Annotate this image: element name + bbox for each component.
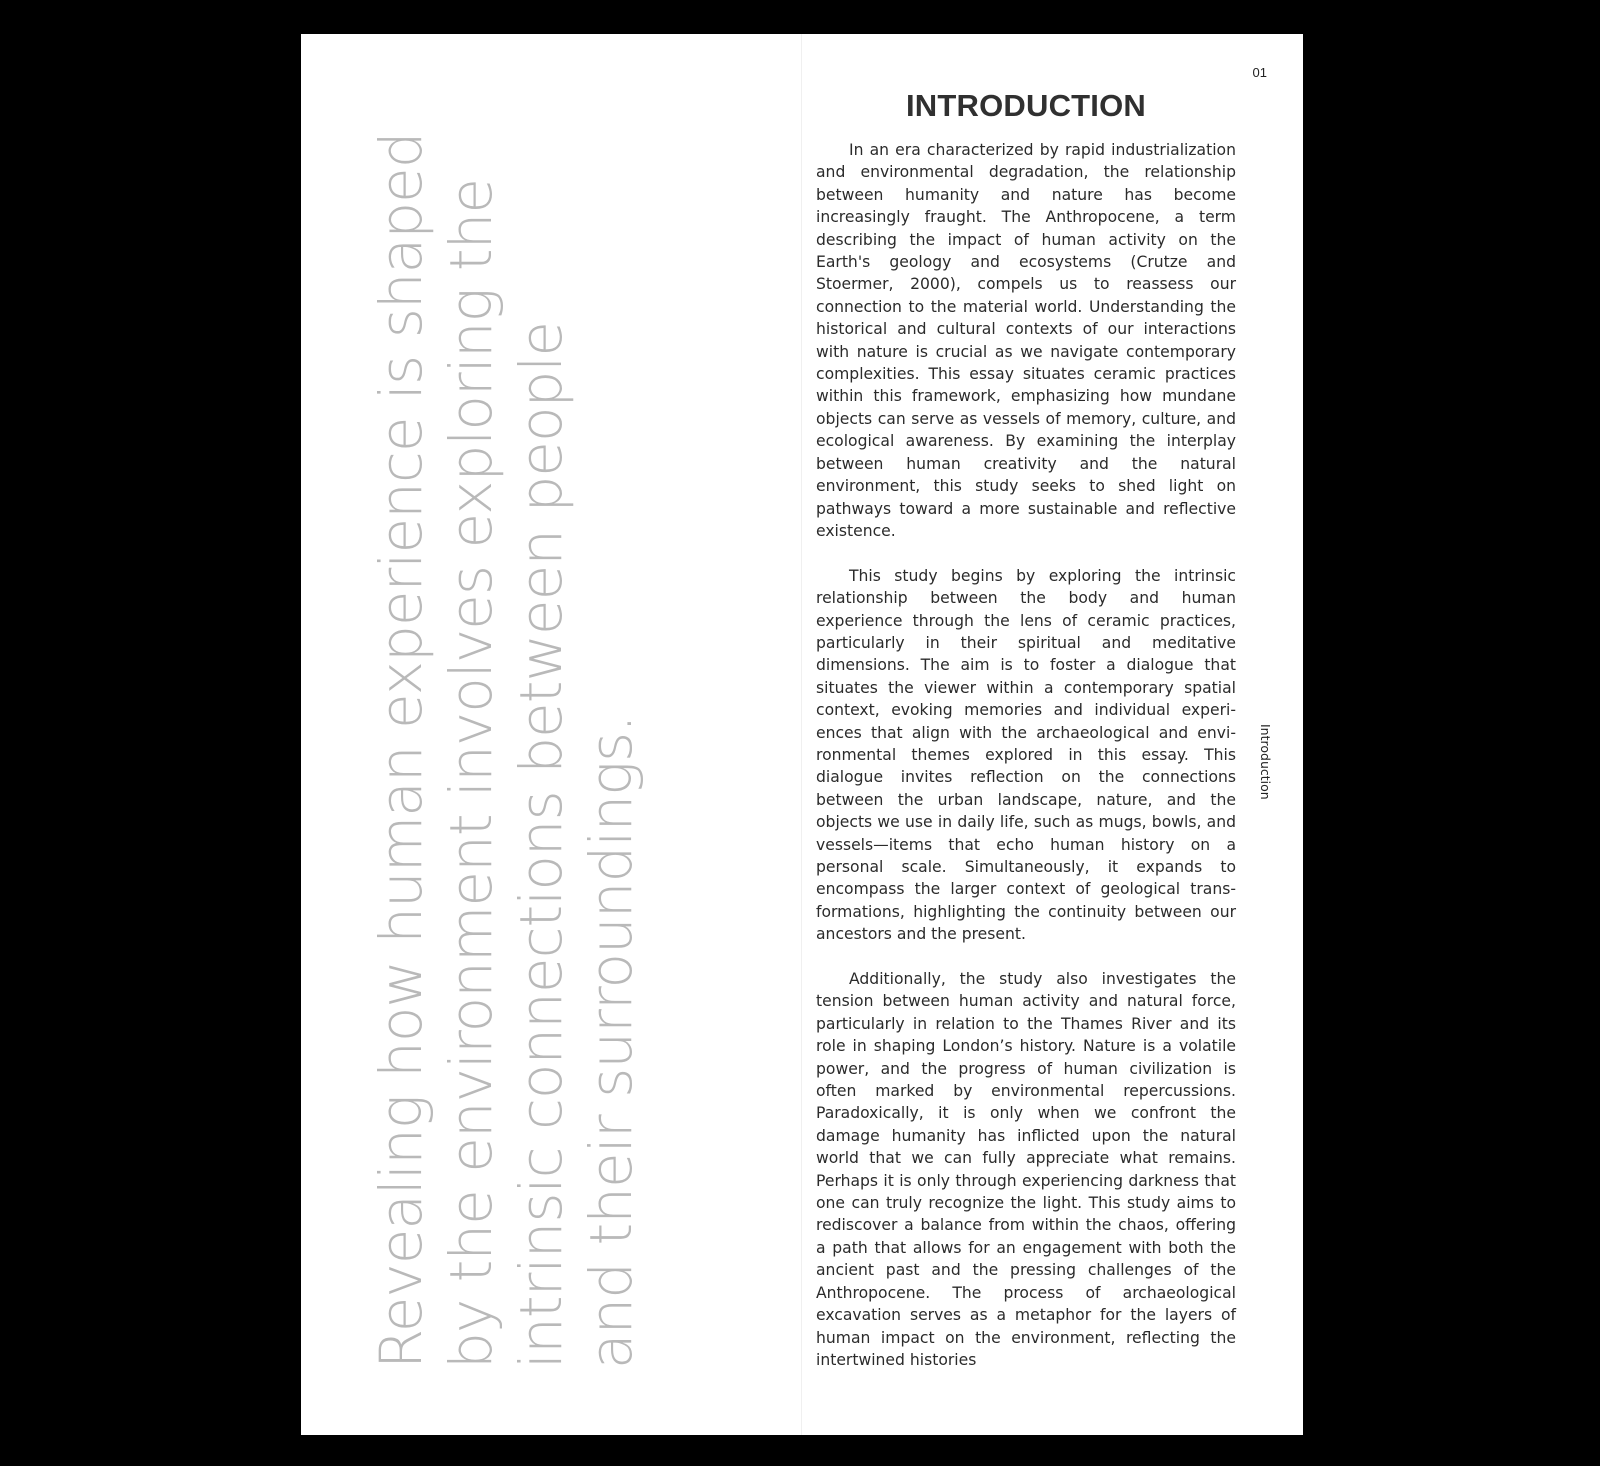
quote-line-2: by the environment involves exploring the xyxy=(437,178,505,1369)
body-text xyxy=(816,139,1236,1394)
page-title: INTRODUCTION xyxy=(905,88,1147,123)
section-side-label: Introduction xyxy=(1258,724,1273,800)
paragraph-1: In an era characterized by rapid industrialization and environmental degradation, the relationship between humanity and nature has become increasingly fraught. The Anthropocene, a term describing the impact of human activity on the Earth's geology and ecosystems (Crutze and Stoermer, 2000), compels us to reassess our connection to the material world. Understanding the historical and cultural contexts of our interactions with nature is crucial as we navigate contemporary complexities. This essay situates ceramic practices within this framework, emphasizing how mundane objects can serve as vessels of memory, culture, and ecological awareness. By examining the interplay between human creativity and the natural environment, this study seeks to shed light on pathways toward a more sustainable and reflective existence. xyxy=(816,141,1236,540)
quote-line-3: intrinsic connections between people xyxy=(507,321,575,1369)
left-page xyxy=(301,34,801,1435)
right-page xyxy=(801,34,1303,1435)
quote-line-4: and their surroundings. xyxy=(577,715,645,1369)
quote-line-1: Revealing how human experience is shaped xyxy=(367,132,435,1369)
pull-quote xyxy=(366,132,646,1369)
page-number: 01 xyxy=(1252,65,1267,80)
book-spread xyxy=(301,34,1302,1435)
paragraph-2: This study begins by exploring the intrinsic relationship between the body and human experience through the lens of ceramic practices, particularly in their spiritual and meditative dimensions. The aim is to foster a dialogue that situates the viewer within a contemporary spatial context, evoking memories and individual experiences that align with the archaeological and environmental themes explored in this essay. This dialogue invites reflection on the connections between the urban landscape, nature, and the objects we use in daily life, such as mugs, bowls, and vessels—items that echo human history on a personal scale. Simultaneously, it expands to encompass the larger context of geological transformations, highlighting the continuity between our ancestors and the present. xyxy=(816,566,1236,944)
paragraph-3: Additionally, the study also investigates the tension between human activity and natural force, particularly in relation to the Thames River and its role in shaping London’s history. Nature is a volatile power, and the progress of human civilization is often marked by environmental repercussions. Paradoxically, it is only when we confront the damage humanity has inflicted upon the natural world that we can fully appreciate what remains. Perhaps it is only through experiencing darkness that one can truly recognize the light. This study aims to rediscover a balance from within the chaos, offering a path that allows for an engagement with both the ancient past and the pressing challenges of the Anthropocene. The process of archaeological excavation serves as a metaphor for the layers of human impact on the environment, reflecting the intertwined histories xyxy=(816,970,1236,1369)
